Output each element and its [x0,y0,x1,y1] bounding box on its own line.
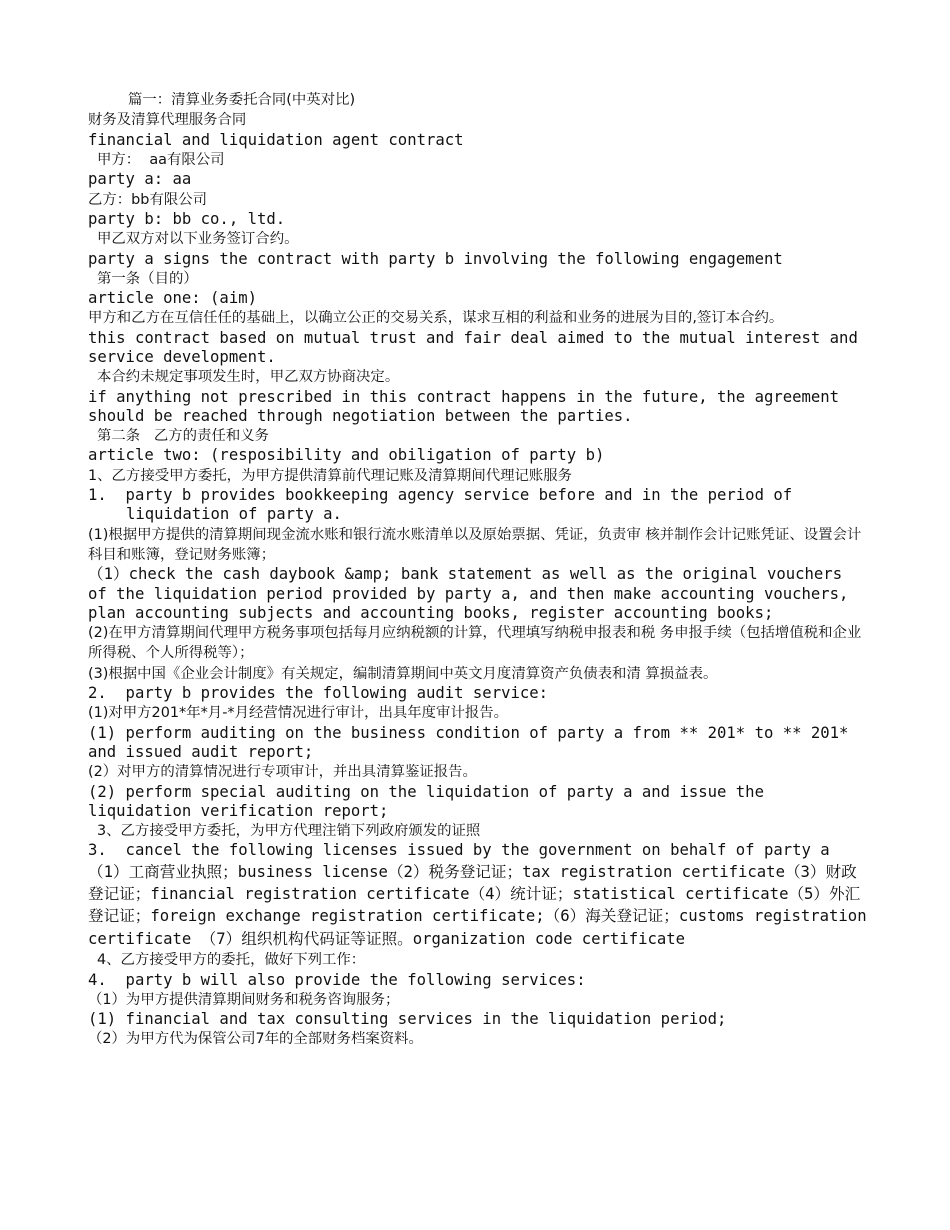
text-line: 4、乙方接受甲方的委托，做好下列工作： [97,952,366,969]
text-line: （1）check the cash daybook &amp; bank statement as well as the original vouchers of the liquidation period provided by party a, and then make accounting vouchers, plan accounting subjects and accounting books, register accounting books; [88,565,858,622]
text-line: article one: (aim) [88,289,257,308]
text-line: (2) perform special auditing on the liquidation of party a and issue the liquidation verification report; [88,782,774,820]
text-line: （1）为甲方提供清算期间财务和税务咨询服务； [88,991,400,1008]
text-line: this contract based on mutual trust and fair deal aimed to the mutual interest and service development. [88,328,868,367]
text-line: 1、乙方接受甲方委托，为甲方提供清算前代理记账及清算期间代理记账服务 [88,467,573,484]
text-line: 2. party b provides the following audit service: [88,684,549,703]
text-line: (1) financial and tax consulting services in the liquidation period; [88,1010,727,1029]
text-line: (3)根据中国《企业会计制度》有关规定，编制清算期间中英文月度清算资产负债表和清 算损益表。 [88,665,718,682]
text-line: (2)在甲方清算期间代理甲方税务事项包括每月应纳税额的计算，代理填写纳税申报表和税 务申报手续（包括增值税和企业所得税、个人所得税等）； [88,624,862,662]
text-line: （2）为甲方代为保管公司7年的全部财务档案资料。 [88,1031,423,1048]
text-line: article two: (resposibility and obiligation of party b) [88,446,605,465]
text-line: 4. party b will also provide the following services: [88,970,586,989]
text-line: 甲乙双方对以下业务签订合约。 [97,231,299,248]
text-line: party b: bb co., ltd. [88,210,286,229]
text-line: 篇一：清算业务委托合同(中英对比) [128,92,356,108]
text-line: 乙方：bb有限公司 [88,191,208,208]
text-line: 3. cancel the following licenses issued by the government on behalf of party a [88,841,830,860]
text-line: 1. party b provides bookkeeping agency service before and in the period of liquidation of party a. [88,486,802,524]
text-line: 财务及清算代理服务合同 [88,112,247,129]
document-body [88,90,876,1050]
text-line: (2）对甲方的清算情况进行专项审计，并出具清算鉴证报告。 [88,764,477,781]
text-line: party a: aa [88,170,192,189]
text-line: if anything not prescribed in this contract happens in the future, the agreement should be reached through negotiation between the parties. [88,387,849,425]
text-line: 甲方： aa有限公司 [97,152,225,169]
text-line: （1）工商营业执照；business license（2）税务登记证；tax registration certificate（3）财政登记证；financial registration certificate（4）统计证；statistical certificate（5）外汇登记证；foreign exchange registration certificate;（6）海关登记证；customs registration certificate （7）组织机构代码证等证照。organization code certificate [88,862,876,948]
text-line: 3、乙方接受甲方委托，为甲方代理注销下列政府颁发的证照 [97,822,481,839]
text-line: (1)根据甲方提供的清算期间现金流水账和银行流水账清单以及原始票据、凭证，负责审 核并制作会计记账凭证、设置会计科目和账簿，登记财务账簿； [88,526,862,563]
text-line: (1)对甲方201*年*月-*月经营情况进行审计，出具年度审计报告。 [88,705,509,722]
text-line: 甲方和乙方在互信任任的基础上，以确立公正的交易关系，谋求互相的利益和业务的进展为目的,签订本合约。 [88,310,784,327]
text-line: (1) perform auditing on the business condition of party a from ** 201* to ** 201* and issued audit report; [88,723,858,761]
text-line: party a signs the contract with party b involving the following engagement [88,249,783,268]
text-line: 本合约未规定事项发生时，甲乙双方协商决定。 [97,369,400,386]
text-line: financial and liquidation agent contract [88,130,464,149]
text-line: 第二条 乙方的责任和义务 [97,428,270,445]
text-line: 第一条（目的） [97,270,198,287]
